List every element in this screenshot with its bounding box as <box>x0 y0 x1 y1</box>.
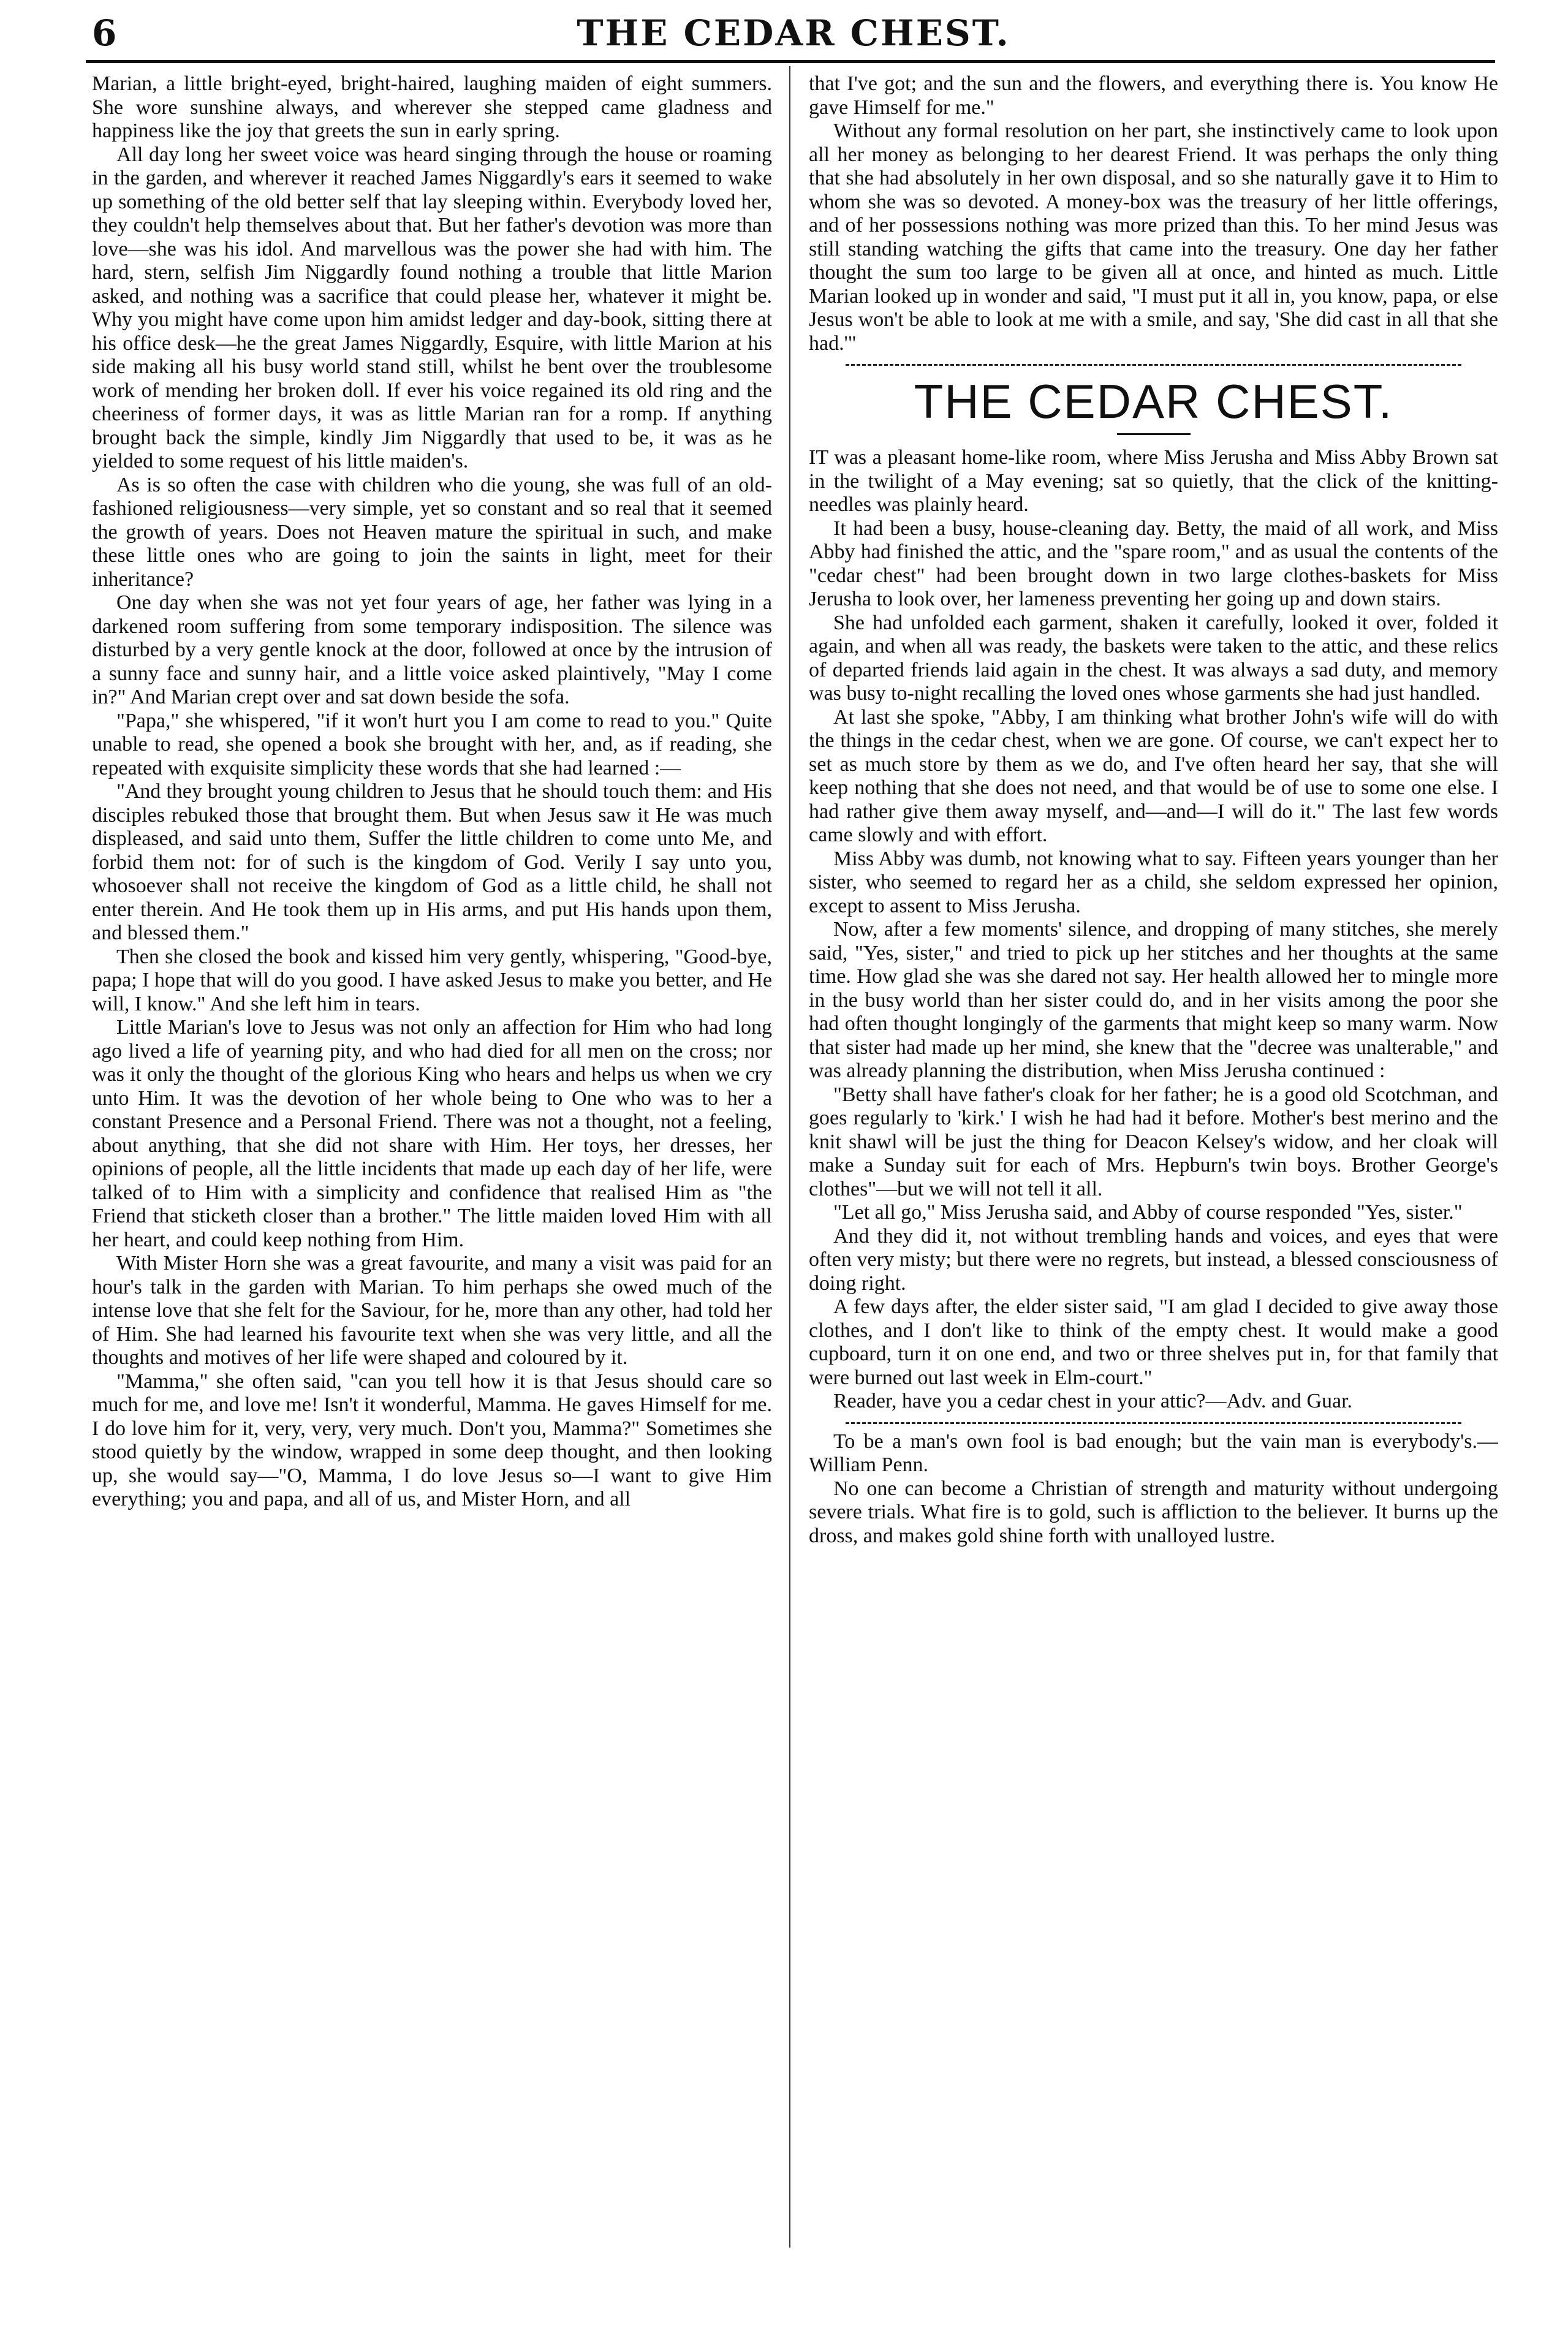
header-rule <box>86 60 1495 63</box>
paragraph: At last she spoke, "Abby, I am thinking what brother John's wife will do with the things in the cedar chest, when we are gone. Of course, we can't expect her to set as much store by them as we do, and I've often heard her say, that she will keep nothing that she does not need, and that would be of use to some one else. I had rather give them away myself, and—and—I will do it." The last few words came slowly and with effort. <box>809 705 1498 846</box>
title-rule <box>1117 433 1191 435</box>
short-item: To be a man's own fool is bad enough; but the vain man is everybody's.—William Penn. <box>809 1430 1498 1476</box>
paragraph: With Mister Horn she was a great favourite, and many a visit was paid for an hour's talk in the garden with Marian. To him perhaps she owed much of the intense love that she felt for the Saviour, for he, more than any other, had told her of Him. She had learned his favourite text when she was very little, and all the thoughts and motives of her life were shaped and coloured by it. <box>92 1252 772 1369</box>
paragraph: And they did it, not without trembling hands and voices, and eyes that were often very misty; but there were no regrets, but instead, a blessed consciousness of doing right. <box>809 1224 1498 1295</box>
paragraph: "Let all go," Miss Jerusha said, and Abby of course responded "Yes, sister." <box>833 1201 1463 1224</box>
paragraph: Now, after a few moments' silence, and dropping of many stitches, she merely said, "Yes, sister," and tried to pick up her stitches and her thoughts at the same time. How glad she was she dared not say. Her health allowed her to mingle more in the busy world than her sister could do, and in her visits among the poor she had often thought longingly of the garments that might keep so many warm. Now that sister had made up her mind, she knew that the "decree was unalterable," and was already planning the distribution, when Miss Jerusha continued : <box>809 918 1498 1082</box>
paragraph: Marian, a little bright-eyed, bright-haired, laughing maiden of eight summers. She wore sunshine always, and wherever she stepped came gladness and happiness like the joy that greets the sun in early spring. <box>92 72 772 142</box>
page-header <box>92 7 1495 59</box>
article-title: THE CEDAR CHEST. <box>914 374 1393 428</box>
right-column <box>809 72 1498 2303</box>
left-column <box>92 72 772 2303</box>
column-divider <box>789 66 790 2248</box>
section-divider <box>846 364 1461 366</box>
paragraph: "Papa," she whispered, "if it won't hurt you I am come to read to you." Quite unable to read, she opened a book she brought with her, and, as if reading, she repeated with exquisite simplicity these words that she had learned :— <box>92 709 772 779</box>
opening-paragraph: IT was a pleasant home-like room, where Miss Jerusha and Miss Abby Brown sat in the twilight of a May evening; sat so quietly, that the click of the knitting-needles was plainly heard. <box>809 446 1498 516</box>
paragraph: One day when she was not yet four years of age, her father was lying in a darkened room suffering from some temporary indisposition. The silence was disturbed by a very gentle knock at the door, followed at once by the intrusion of a sunny face and sunny hair, and a little voice asked plaintively, "May I come in?" And Marian crept over and sat down beside the sofa. <box>92 591 772 708</box>
paragraph: A few days after, the elder sister said, "I am glad I decided to give away those clothes, and I don't like to think of the empty chest. It would make a good cupboard, turn it on one end, and two or three shelves put in, for that family that were burned out last week in Elm-court." <box>809 1295 1498 1389</box>
paragraph: "Mamma," she often said, "can you tell how it is that Jesus should care so much for me, and love me! Isn't it wonderful, Mamma. He gaves Himself for me. I do love him for it, very, very, very much. Don't you, Mamma?" Sometimes she stood quietly by the window, wrapped in some deep thought, and then looking up, she would say—"O, Mamma, I do love Jesus so—I want to give Him everything; you and papa, and all of us, and Mister Horn, and all <box>92 1369 772 1510</box>
article-signoff: Reader, have you a cedar chest in your attic?—Adv. and Guar. <box>833 1390 1353 1412</box>
paragraph: She had unfolded each garment, shaken it carefully, looked it over, folded it again, and when all was ready, the baskets were taken to the attic, and these relics of departed friends laid again in the chest. It was always a sad duty, and memory was busy to-night recalling the loved ones whose garments she had just handled. <box>809 611 1498 705</box>
continued-paragraph: Without any formal resolution on her part, she instinctively came to look upon all her money as belonging to her dearest Friend. It was perhaps the only thing that she had absolutely in her own disposal, and so she naturally gave it to Him to whom she was so devoted. A money-box was the treasury of her little offerings, and of her possessions nothing was more prized than this. To her mind Jesus was still standing watching the gifts that came into the treasury. One day her father thought the sum too large to be given all at once, and hinted as much. Little Marian looked up in wonder and said, "I must put it all in, you know, papa, or else Jesus won't be able to look at me with a smile, and say, 'She did cast in all that she had.'" <box>809 119 1498 355</box>
section-divider <box>846 1422 1461 1424</box>
paragraph: "Betty shall have father's cloak for her father; he is a good old Scotchman, and goes regularly to 'kirk.' I wish he had had it before. Mother's best merino and the knit shawl will be just the thing for Deacon Kelsey's widow, and her cloak will make a Sunday suit for each of Mrs. Hepburn's twin boys. Brother George's clothes"—but we will not tell it all. <box>809 1083 1498 1200</box>
paragraph: It had been a busy, house-cleaning day. Betty, the maid of all work, and Miss Abby had finished the attic, and the "spare room," and as usual the contents of the "cedar chest" had been brought down in two large clothes-baskets for Miss Jerusha to look over, her lameness preventing her going up and down stairs. <box>809 517 1498 610</box>
short-item: No one can become a Christian of strength and maturity without undergoing severe trials. What fire is to gold, such is affliction to the believer. It burns up the dross, and makes gold shine forth with unalloyed lustre. <box>809 1477 1498 1547</box>
paragraph: Miss Abby was dumb, not knowing what to say. Fifteen years younger than her sister, who seemed to regard her as a child, she seldom expressed her opinion, except to assent to Miss Jerusha. <box>809 847 1498 917</box>
scripture-quote: "And they brought young children to Jesus that he should touch them: and His disciples rebuked those that brought them. But when Jesus saw it He was much displeased, and said unto them, Suffer the little children to come unto Me, and forbid them not: for of such is the kingdom of God. Verily I say unto you, whosoever shall not receive the kingdom of God as a little child, he shall not enter therein. And He took them up in His arms, and put His hands upon them, and blessed them." <box>92 780 772 944</box>
paragraph: Little Marian's love to Jesus was not only an affection for Him who had long ago lived a life of yearning pity, and who had died for all men on the cross; nor was it only the thought of the glorious King who hears and helps us when we cry unto Him. It was the devotion of her whole being to One who was to her a constant Presence and a Personal Friend. There was not a thought, not a feeling, about anything, that she did not share with Him. Her toys, her dresses, her opinions of people, all the little incidents that made up each day of her life, were talked of to Him with a simplicity and confidence that realised Him as "the Friend that sticketh closer than a brother." The little maiden loved Him with all her heart, and could keep nothing from Him. <box>92 1016 772 1251</box>
paragraph: As is so often the case with children who die young, she was full of an old-fashioned religiousness—very simple, yet so constant and so real that it seemed the growth of years. Does not Heaven mature the spiritual in such, and make these little ones who are going to join the saints in light, meet for their inheritance? <box>92 473 772 591</box>
running-title: THE CEDAR CHEST. <box>577 12 1010 54</box>
paragraph: All day long her sweet voice was heard singing through the house or roaming in the garden, and wherever it reached James Niggardly's ears it seemed to wake up something of the old better self that lay sleeping within. Everybody loved her, they couldn't help themselves about that. But her father's devotion was more than love—she was his idol. And marvellous was the power she had with him. The hard, stern, selfish Jim Niggardly found nothing a trouble that little Marion asked, and nothing was a sacrifice that could please her, whatever it might be. Why you might have come upon him amidst ledger and day-book, sitting there at his office desk—he the great James Niggardly, Esquire, with little Marion at his side making all his busy world stand still, whilst he bent over the troublesome work of mending her broken doll. If ever his voice regained its old ring and the cheeriness of former days, it was as little Marian ran for a romp. If anything brought back the simple, kindly Jim Niggardly that used to be, it was as he yielded to some request of his little maiden's. <box>92 143 772 472</box>
page-number: 6 <box>92 12 117 54</box>
continued-paragraph: that I've got; and the sun and the flowers, and everything there is. You know He gave Himself for me." <box>809 72 1498 119</box>
paragraph: Then she closed the book and kissed him very gently, whispering, "Good-bye, papa; I hope that will do you good. I have asked Jesus to make you better, and He will, I know." And she left him in tears. <box>92 945 772 1015</box>
